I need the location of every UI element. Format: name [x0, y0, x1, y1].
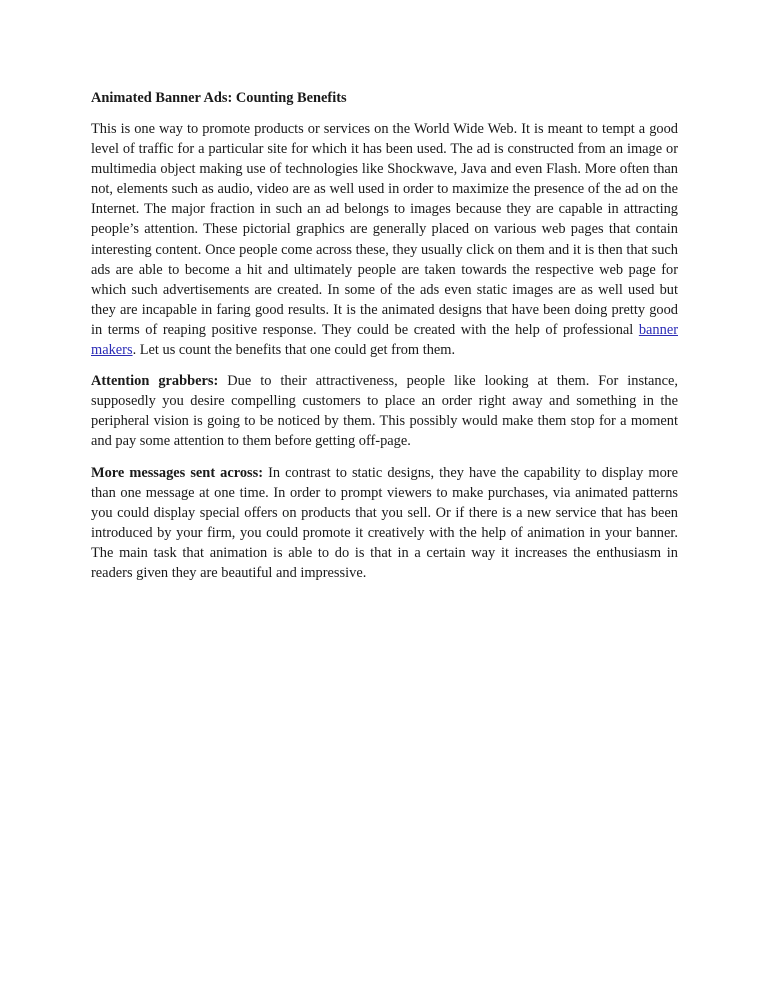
banner-makers-link[interactable]: banner makers: [91, 321, 678, 359]
document-title: Animated Banner Ads: Counting Benefits: [91, 90, 347, 106]
document-page: [91, 88, 678, 594]
more-messages-heading: More messages sent across:: [91, 464, 264, 481]
intro-text-after-link: . Let us count the benefits that one could get from them.: [132, 342, 456, 359]
more-messages-text: In contrast to static designs, they have the capability to display more than one message at one time. In order to prompt viewers to make purchases, via animated patterns you could display special offers on products that you sell. Or if there is a new service that has been introduced by your firm, you could promote it creatively with the help of animation in your banner. The main task that animation is able to do is that in a certain way it increases the enthusiasm in readers given they are beautiful and impressive.: [91, 464, 678, 581]
more-messages-paragraph: [91, 463, 678, 584]
intro-paragraph: [91, 119, 678, 360]
intro-text-before-link: This is one way to promote products or services on the World Wide Web. It is meant to tempt a good level of traffic for a particular site for which it has been used. The ad is constructed from an image or multimedia object making use of technologies like Shockwave, Java and even Flash. More often than not, elements such as audio, video are as well used in order to maximize the presence of the ad on the Internet. The major fraction in such an ad belongs to images because they are capable in attracting people’s attention. These pictorial graphics are generally placed on various web pages that contain interesting content. Once people come across these, they usually click on them and it is then that such ads are able to become a hit and ultimately people are taken towards the respective web page for which such advertisements are created. In some of the ads even static images are as well used but they are incapable in faring good results. It is the animated designs that have been doing pretty good in terms of reaping positive response. They could be created with the help of professional: [91, 121, 678, 338]
attention-grabbers-heading: Attention grabbers:: [91, 373, 219, 390]
attention-grabbers-paragraph: [91, 371, 678, 451]
attention-grabbers-text: Due to their attractiveness, people like looking at them. For instance, supposedly you desire compelling customers to place an order right away and something in the peripheral vision is going to be noticed by them. This possibly would make them stop for a moment and pay some attention to them before getting off-page.: [91, 373, 678, 450]
